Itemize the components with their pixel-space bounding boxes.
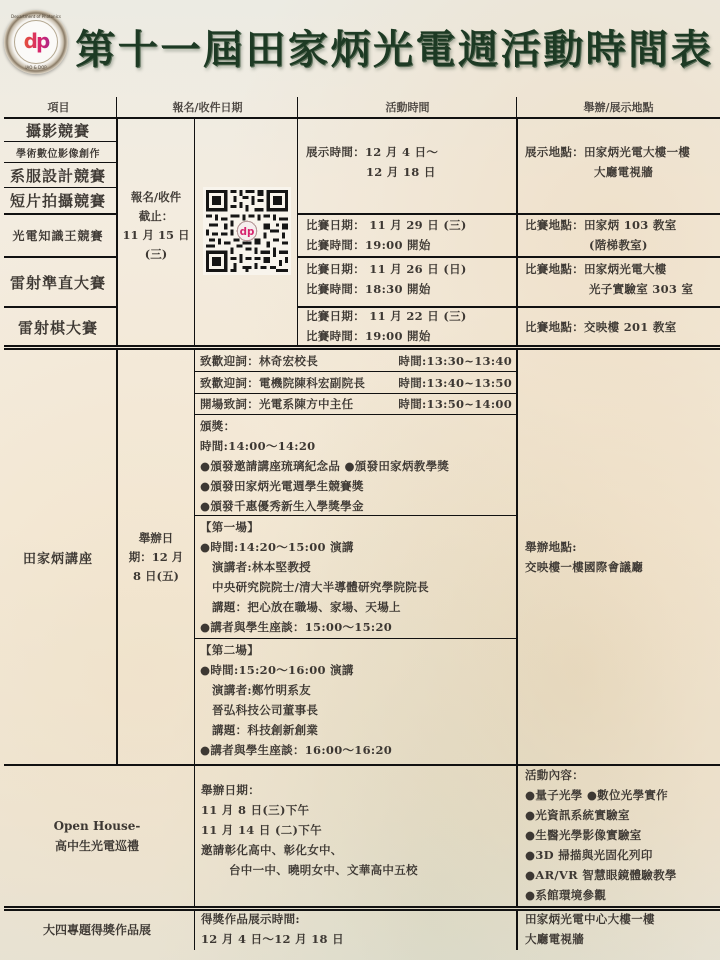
column-divider (116, 118, 118, 347)
session-discussion: ● 講者與學生座談：16:00～16:20 (200, 740, 516, 760)
page-title (74, 14, 720, 78)
item-laser-alignment-contest: 雷射準直大賽 (9, 273, 106, 292)
registration-deadline (117, 188, 195, 268)
column-divider (516, 118, 518, 347)
schedule-line: 比賽日期： 11 月 29 日 (三) (306, 218, 467, 232)
item-laser-chess-contest: 雷射棋大賽 (17, 318, 98, 337)
detail-line: 邀請彰化高中、彰化女中、 (201, 843, 343, 857)
open-house-details (201, 772, 517, 906)
schedule-line: 比賽時間：19:00 開始 (306, 238, 431, 252)
column-header-item: 項目 (47, 101, 70, 114)
session-time: ● 時間:14:20～15:00 演講 (200, 537, 516, 557)
title-char: 家 (287, 25, 328, 73)
senior-projects-location (525, 908, 720, 950)
location-line: 比賽地點：田家炳光電大樓 (525, 262, 667, 276)
department-logo (4, 10, 68, 74)
title-char: 表 (670, 25, 711, 73)
activity-item: ● 光資訊系統實驗室 (525, 805, 720, 825)
session-affiliation: 中央研究院院士/清大半導體研究學院院長 (212, 580, 429, 594)
registration-line: 11 月 15 日 (122, 228, 190, 242)
activity-item: ● 3D 掃描與光固化列印 (525, 845, 720, 865)
title-char: 第 (75, 25, 116, 73)
column-divider (194, 118, 195, 347)
location-quiz (525, 214, 720, 256)
location-line: 比賽地點：交映樓 201 教室 (525, 320, 677, 334)
agenda-time: 時間:13:30~13:40 (398, 353, 512, 368)
logo-ring-text-bottom: IAO & DOP (25, 65, 47, 70)
schedule-laser-chess-time (306, 306, 516, 346)
lecture-date-line: 8 日(五) (133, 568, 179, 583)
lecture-date (117, 350, 195, 764)
session-speaker: 演講者:鄭竹明系友 (212, 683, 311, 697)
registration-line: 截止： (138, 209, 174, 223)
session-topic: 講題：把心放在職場、家場、天場上 (212, 600, 401, 614)
title-char: 週 (458, 25, 499, 73)
schedule-line: 比賽日期： 11 月 22 日 (三) (306, 309, 467, 323)
awards-time: 時間:14:00～14:20 (200, 439, 316, 453)
title-char: 動 (543, 25, 584, 73)
session-topic: 講題：科技創新創業 (212, 723, 319, 737)
location-line: 比賽地點：田家炳 103 教室 (525, 218, 677, 232)
item-digital-image-creation: 學術數位影像創作 (16, 148, 100, 160)
item-uniform-design-contest: 系服設計競賽 (9, 166, 106, 185)
logo-inner (14, 20, 58, 64)
agenda-speaker: 開場致詞：光電系陳方中主任 (200, 397, 354, 411)
activity-item: ● 生醫光學影像實驗室 (525, 825, 720, 845)
session-affiliation: 晉弘科技公司董事長 (212, 703, 319, 717)
svg-text:dp: dp (239, 225, 255, 238)
activity-item: ● AR/VR 智慧眼鏡體驗教學 (525, 865, 720, 885)
awards-heading: 頒獎： (200, 419, 236, 433)
qr-code-icon (203, 187, 291, 275)
agenda-row-welcome-president (200, 350, 512, 371)
item-optoelectronics-quiz: 光電知識王競賽 (12, 229, 104, 243)
location-laser-chess (525, 308, 720, 346)
location-exhibition (525, 142, 720, 188)
title-char: 光 (372, 25, 413, 73)
lecture-date-line: 期：12 月 (128, 549, 184, 564)
session-2-block (200, 639, 516, 764)
schedule-laser-alignment-time (306, 257, 516, 301)
schedule-line: 比賽日期： 11 月 26 日 (日) (306, 262, 467, 276)
awards-block (200, 415, 516, 515)
detail-line: 舉辦日期： (201, 783, 260, 797)
schedule-line: 比賽時間：19:00 開始 (306, 329, 431, 343)
agenda-row-opening (200, 394, 512, 414)
column-divider (194, 350, 195, 765)
title-char: 間 (628, 25, 669, 73)
location-line: (階梯教室) (589, 238, 648, 252)
item-lecture: 田家炳講座 (22, 551, 93, 567)
schedule-line: 比賽時間：18:30 開始 (306, 282, 431, 296)
detail-line: 得獎作品展示時間: (201, 912, 300, 926)
title-char: 屆 (202, 25, 243, 73)
header-divider (116, 97, 117, 118)
agenda-speaker: 致歡迎詞：電機院陳科宏副院長 (200, 375, 366, 390)
location-line: 大廳電視牆 (594, 165, 653, 179)
logo-monogram: dp (15, 29, 57, 53)
location-line: 交映樓一樓國際會議廳 (525, 560, 643, 574)
schedule-exhibition-time (306, 142, 516, 188)
item-short-film-contest: 短片拍攝競賽 (9, 192, 106, 210)
activities-heading: 活動內容： (525, 768, 584, 782)
activity-item: ● 量子光學 ●數位光學實作 (525, 785, 720, 805)
senior-projects-details (201, 908, 517, 950)
title-char: 田 (245, 25, 286, 73)
column-divider (516, 765, 518, 908)
lecture-date-line: 舉辦日 (138, 530, 174, 545)
item-open-house (0, 766, 194, 906)
agenda-time: 時間:13:50~14:00 (398, 397, 512, 411)
column-divider (194, 911, 195, 950)
column-divider (194, 765, 195, 908)
location-line: 展示地點：田家炳光電大樓一樓 (525, 145, 691, 159)
registration-line: 報名/收件 (130, 190, 182, 204)
agenda-row-welcome-dean (200, 372, 512, 393)
schedule-line: 12 月 18 日 (366, 165, 436, 179)
item-senior-projects: 大四專題得獎作品展 (42, 922, 151, 937)
schedule-line: 展示時間：12 月 4 日～ (306, 145, 439, 159)
column-divider (516, 911, 518, 950)
activity-item: ● 系館環境參觀 (525, 885, 720, 905)
registration-line: (三) (144, 247, 168, 261)
session-discussion: ● 講者與學生座談：15:00～15:20 (200, 617, 516, 637)
detail-line: 12 月 4 日～12 月 18 日 (201, 932, 344, 946)
logo-ring-text-top: Department of Photonics (11, 14, 61, 19)
location-line: 大廳電視牆 (525, 932, 584, 946)
open-house-title: Open House- (53, 819, 141, 833)
schedule-quiz-time (306, 214, 516, 256)
title-char: 時 (585, 25, 626, 73)
column-divider (116, 350, 118, 765)
session-time: ● 時間:15:20～16:00 演講 (200, 660, 516, 680)
column-divider (297, 118, 298, 347)
column-divider (516, 350, 518, 765)
lecture-location (525, 350, 720, 764)
title-char: 活 (500, 25, 541, 73)
detail-line: 台中一中、曉明女中、文華高中五校 (229, 863, 418, 877)
awards-item: ● 頒發千惠優秀新生入學獎學金 (200, 496, 516, 516)
title-char: 十 (117, 25, 158, 73)
location-line: 田家炳光電中心大樓一樓 (525, 912, 655, 926)
title-char: 一 (160, 25, 201, 73)
column-header-location: 舉辦/展示地點 (583, 101, 654, 114)
open-house-activities (525, 765, 720, 907)
qr-code[interactable] (203, 187, 291, 275)
item-photography-contest: 攝影競賽 (25, 121, 90, 140)
awards-item: ● 頒發田家炳光電週學生競賽獎 (200, 476, 516, 496)
column-header-registration: 報名/收件日期 (172, 101, 243, 114)
detail-line: 11 月 8 日(三)下午 (201, 803, 310, 817)
location-laser-alignment (525, 257, 720, 301)
agenda-time: 時間:13:40~13:50 (398, 375, 512, 390)
column-header-activity-time: 活動時間 (385, 101, 430, 114)
title-char: 電 (415, 25, 456, 73)
detail-line: 11 月 14 日 (二)下午 (201, 823, 322, 837)
location-line: 舉辦地點: (525, 540, 577, 554)
open-house-subtitle: 高中生光電巡禮 (54, 839, 139, 853)
session-1-block (200, 516, 516, 638)
awards-item: ● 頒發邀請講座琉璃紀念品 ●頒發田家炳教學獎 (200, 456, 516, 476)
title-char: 炳 (330, 25, 371, 73)
agenda-speaker: 致歡迎詞：林奇宏校長 (200, 353, 318, 368)
location-line: 光子實驗室 303 室 (589, 282, 694, 296)
session-title: 【第一場】 (200, 520, 259, 534)
session-title: 【第二場】 (200, 643, 259, 657)
header-divider (297, 97, 298, 118)
header-divider (516, 97, 517, 118)
session-speaker: 演講者:林本堅教授 (212, 560, 311, 574)
